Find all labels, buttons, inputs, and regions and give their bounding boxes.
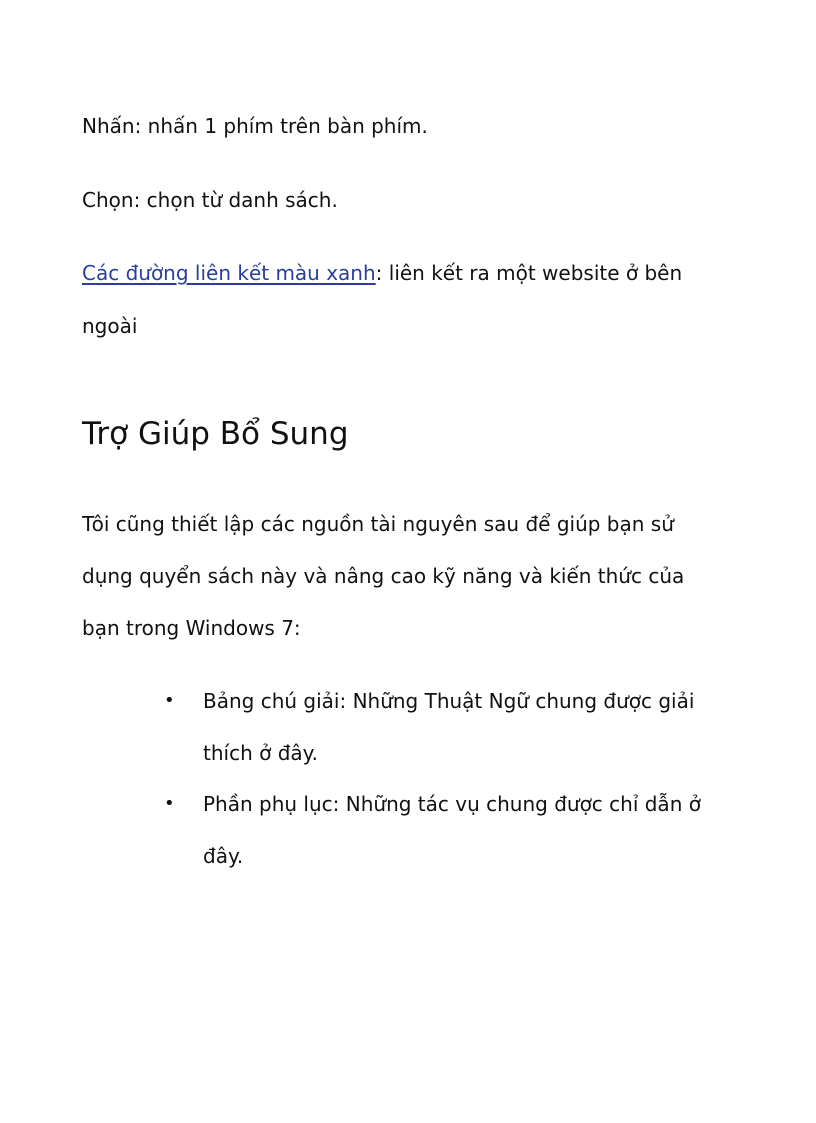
list-item-line: đây. <box>203 844 244 868</box>
definition-term: Nhấn <box>82 114 135 138</box>
definition-term: Chọn <box>82 188 134 212</box>
definition-links <box>82 259 682 287</box>
bullet-marker: • <box>164 793 175 814</box>
definition-text: : liên kết ra một website ở bên <box>375 261 683 285</box>
intro-line-1: Tôi cũng thiết lập các nguồn tài nguyên sau để giúp bạn sử <box>82 512 674 536</box>
definition-text: : chọn từ danh sách. <box>133 188 338 212</box>
list-item-line: thích ở đây. <box>203 741 318 765</box>
blue-links-link[interactable]: Các đường liên kết màu xanh <box>82 261 376 285</box>
list-item-line: Phần phụ lục: Những tác vụ chung được chỉ dẫn ở <box>203 792 701 816</box>
definition-choose <box>82 186 338 214</box>
list-item-line: Bảng chú giải: Những Thuật Ngữ chung được giải <box>203 689 695 713</box>
intro-line-3: bạn trong Windows 7: <box>82 616 301 640</box>
definition-text: : nhấn 1 phím trên bàn phím. <box>134 114 428 138</box>
definition-press <box>82 112 428 140</box>
intro-line-2: dụng quyển sách này và nâng cao kỹ năng và kiến thức của <box>82 564 685 588</box>
section-heading: Trợ Giúp Bổ Sung <box>82 416 349 452</box>
bullet-marker: • <box>164 690 175 711</box>
definition-links-continued: ngoài <box>82 314 138 338</box>
